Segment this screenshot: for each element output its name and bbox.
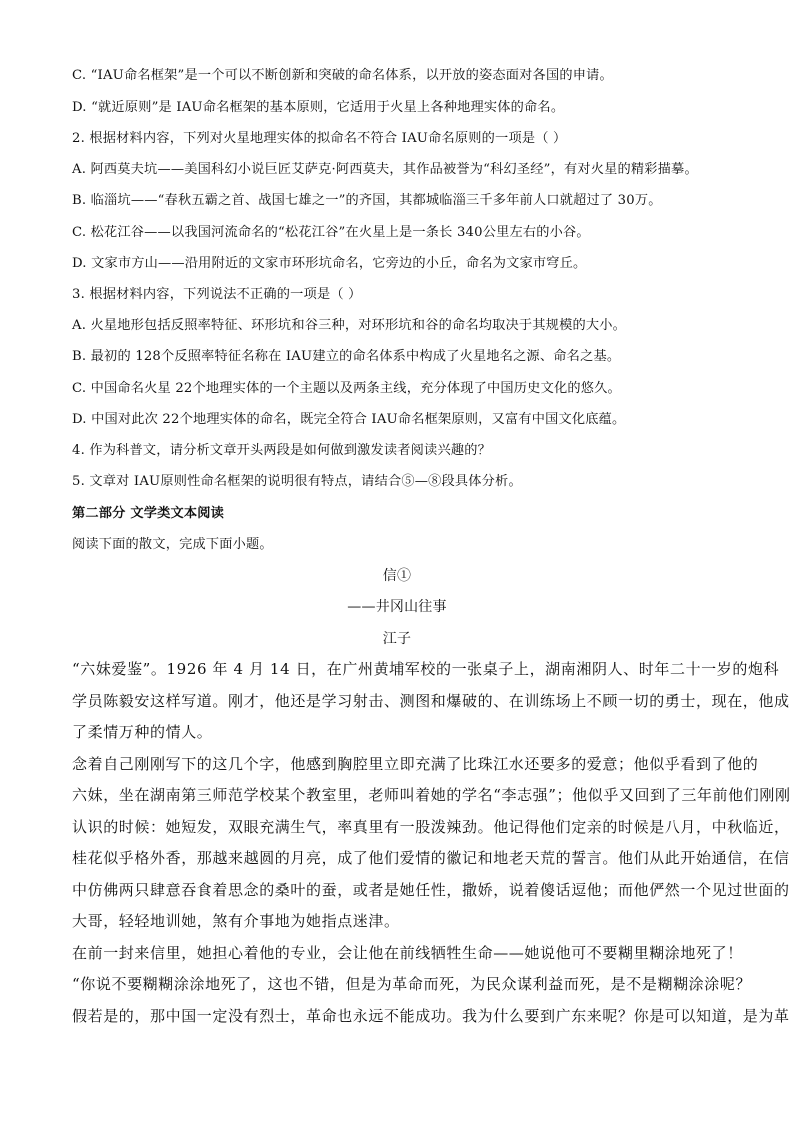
essay-line: 念着自己刚刚写下的这几个字，他感到胸腔里立即充满了比珠江水还要多的爱意；他似乎看到了他的	[72, 755, 759, 773]
essay-author: 江子	[382, 631, 412, 647]
q3-option-a: A. 火星地形包括反照率特征、环形坑和谷三种，对环形坑和谷的命名均取决于其规模的大小。	[72, 318, 627, 333]
essay-line: 大哥，轻轻地训她，煞有介事地为她指点迷津。	[72, 912, 400, 930]
part2-instruction: 阅读下面的散文，完成下面小题。	[72, 537, 273, 552]
essay-line: “六妹爱鉴”。1926 年 4 月 14 日，在广州黄埔军校的一张桌子上，湖南湘阴人、时年二十一岁的炮科	[72, 660, 780, 678]
essay-title: 信①	[382, 568, 412, 584]
essay-line: 六妹，坐在湖南第三师范学校某个教室里，老师叫着她的学名“李志强”；他似乎又回到了三年前他们刚刚	[72, 786, 791, 804]
essay-subtitle: ——井冈山往事	[347, 599, 447, 615]
q2-option-b: B. 临淄坑——“春秋五霸之首、战国七雄之一”的齐国，其都城临淄三千多年前人口就超过了 30万。	[72, 193, 662, 208]
q2-option-a: A. 阿西莫夫坑——美国科幻小说巨匠艾萨克·阿西莫夫，其作品被誉为“科幻圣经”，有对火星的精彩描摹。	[72, 162, 698, 177]
q2-stem: 2. 根据材料内容，下列对火星地理实体的拟命名不符合 IAU命名原则的一项是（ ）	[72, 131, 567, 146]
essay-line: 在前一封来信里，她担心着他的专业，会让他在前线牺牲生命——她说他可不要糊里糊涂地死了！	[72, 944, 743, 962]
essay-line: 桂花似乎格外香，那越来越圆的月亮，成了他们爱情的徽记和地老天荒的誓言。他们从此开始通信，在信	[72, 849, 790, 867]
essay-line: 中仿佛两只肆意吞食着思念的桑叶的蚕，或者是她任性，撒娇，说着傻话逗他；而他俨然一个见过世面的	[72, 881, 790, 899]
q1-option-c: C. “IAU命名框架”是一个可以不断创新和突破的命名体系，以开放的姿态面对各国的申请。	[72, 68, 613, 83]
essay-line: 假若是的，那中国一定没有烈士，革命也永远不能成功。我为什么要到广东来呢？你是可以知道，是为革	[72, 1007, 790, 1025]
essay-line: “你说不要糊糊涂涂地死了，这也不错，但是为革命而死，为民众谋利益而死，是不是糊糊涂涂呢？	[72, 975, 752, 993]
q5-stem: 5. 文章对 IAU原则性命名框架的说明很有特点，请结合⑤—⑧段具体分析。	[72, 474, 522, 489]
essay-line: 认识的时候：她短发，双眼充满生气，率真里有一股泼辣劲。他记得他们定亲的时候是八月，中秋临近，	[72, 818, 790, 836]
essay-line: 了柔情万种的情人。	[72, 723, 213, 741]
q1-option-d: D. “就近原则”是 IAU命名框架的基本原则，它适用于火星上各种地理实体的命名。	[72, 100, 565, 115]
part2-heading: 第二部分 文学类文本阅读	[72, 506, 225, 521]
q4-stem: 4. 作为科普文，请分析文章开头两段是如何做到激发读者阅读兴趣的？	[72, 443, 491, 458]
q3-option-d: D. 中国对此次 22个地理实体的命名，既完全符合 IAU命名框架原则，又富有中国文化底蕴。	[72, 412, 626, 427]
essay-line: 学员陈毅安这样写道。刚才，他还是学习射击、测图和爆破的、在训练场上不顾一切的勇士，现在，他成	[72, 692, 790, 710]
q3-stem: 3. 根据材料内容，下列说法不正确的一项是（ ）	[72, 287, 362, 302]
q2-option-c: C. 松花江谷——以我国河流命名的“松花江谷”在火星上是一条长 340公里左右的小谷。	[72, 225, 590, 240]
q2-option-d: D. 文家市方山——沿用附近的文家市环形坑命名，它旁边的小丘，命名为文家市穹丘。	[72, 256, 587, 271]
q3-option-b: B. 最初的 128个反照率特征名称在 IAU建立的命名体系中构成了火星地名之源、命名之基。	[72, 349, 621, 364]
q3-option-c: C. 中国命名火星 22个地理实体的一个主题以及两条主线，充分体现了中国历史文化的悠久。	[72, 381, 621, 396]
